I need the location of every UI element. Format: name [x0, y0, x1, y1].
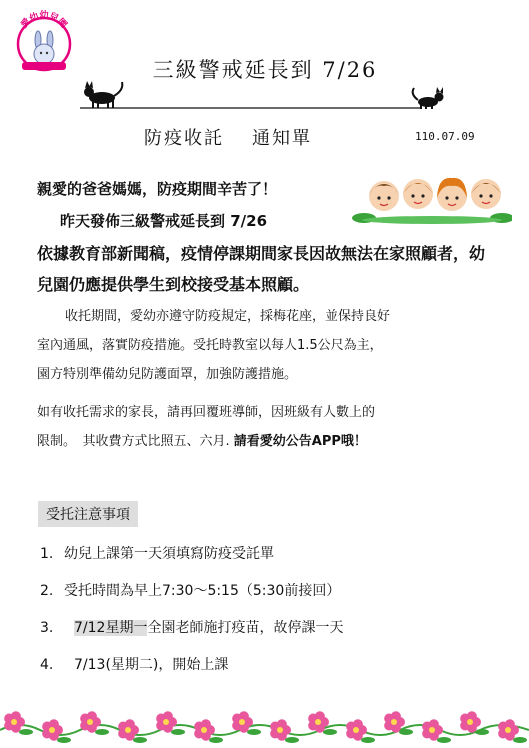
item-highlight: 7/12星期一 — [74, 620, 148, 636]
bunny-logo-icon — [14, 6, 74, 78]
care-line-2: 室內通風，落實防疫措施。受托時教室以每人1.5公尺為主， — [37, 338, 383, 353]
notice-date: 110.07.09 — [415, 130, 475, 143]
app-notice-text: 請看愛幼公告APP哦！ — [233, 434, 367, 449]
fee-text: 限制。 其收費方式比照五、六月. — [37, 434, 230, 449]
item-number: 2. — [40, 583, 54, 599]
item-number: 1. — [40, 546, 54, 562]
subtitle-right: 通知單 — [252, 128, 312, 149]
item-text: 受托時間為早上7:30～5:15（5:30前接回） — [64, 583, 341, 599]
notice-subtitle — [144, 124, 312, 150]
request-line-1: 如有收托需求的家長，請再回覆班導師，因班級有人數上的 — [37, 405, 376, 420]
cat-divider-icon — [80, 78, 445, 114]
item-number: 4. — [40, 657, 54, 673]
notes-list — [40, 536, 343, 684]
item-text: 幼兒上課第一天須填寫防疫受託單 — [64, 546, 274, 562]
request-paragraph — [37, 398, 507, 456]
list-item — [40, 573, 343, 610]
children-illustration-icon — [352, 172, 512, 224]
subtitle-left: 防疫收託 — [144, 128, 224, 149]
item-text: 全園老師施打疫苗，故停課一天 — [147, 620, 344, 636]
care-paragraph — [37, 302, 507, 389]
request-line-2 — [37, 427, 507, 456]
policy-paragraph: 依據教育部新聞稿，疫情停課期間家長因故無法在家照顧者，幼兒園仍應提供學生到校接受基本照顧。 — [37, 244, 486, 294]
flower-border-icon — [0, 700, 529, 748]
list-item — [40, 536, 343, 573]
logo-text: 愛幼幼兒園 — [19, 10, 69, 31]
list-item — [40, 610, 343, 647]
list-item — [40, 647, 343, 684]
item-number: 3. — [40, 620, 54, 636]
notes-header: 受托注意事項 — [38, 501, 138, 527]
announcement-text: 昨天發佈三級警戒延長到 7/26 — [60, 212, 268, 230]
page-title: 三級警戒延長到 7/26 — [152, 58, 378, 82]
item-text: 7/13(星期二)，開始上課 — [74, 657, 229, 673]
care-line-3: 園方特別準備幼兒防護面罩，加強防護措施。 — [37, 367, 298, 382]
care-line-1: 收托期間，愛幼亦遵守防疫規定，採梅花座，並保持良好 — [65, 309, 391, 324]
greeting-text: 親愛的爸爸媽媽，防疫期間辛苦了！ — [37, 180, 278, 198]
